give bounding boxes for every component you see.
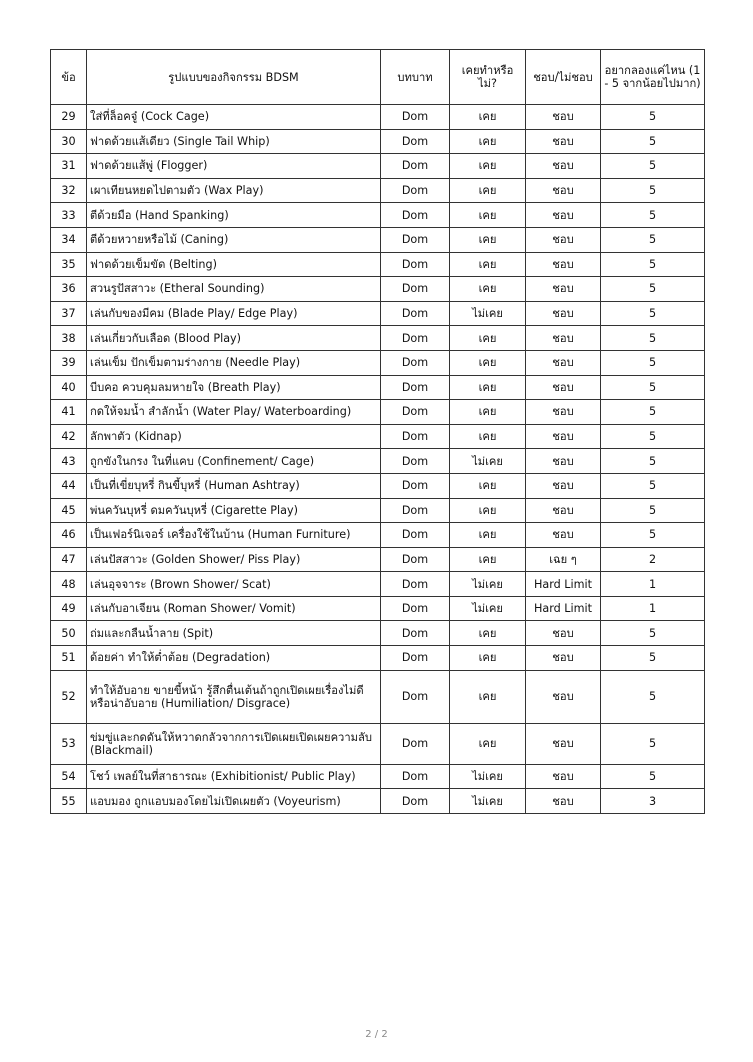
table-row [51,227,705,252]
row-role: Dom [381,547,450,572]
table-row [51,547,705,572]
row-num: 49 [51,596,87,621]
row-like: ชอบ [526,523,601,548]
row-role: Dom [381,523,450,548]
row-want: 5 [601,400,705,425]
row-activity: เล่นเกี่ยวกับเลือด (Blood Play) [87,326,381,351]
row-want: 2 [601,547,705,572]
row-num: 38 [51,326,87,351]
row-like: ชอบ [526,252,601,277]
row-like: ชอบ [526,424,601,449]
row-activity: ตีด้วยมือ (Hand Spanking) [87,203,381,228]
table-row [51,105,705,130]
table-row [51,203,705,228]
row-want: 5 [601,646,705,671]
row-want: 5 [601,350,705,375]
table-row [51,646,705,671]
row-like: ชอบ [526,646,601,671]
row-activity: ลักพาตัว (Kidnap) [87,424,381,449]
row-role: Dom [381,596,450,621]
row-like: ชอบ [526,621,601,646]
table-row [51,473,705,498]
row-like: ชอบ [526,154,601,179]
row-role: Dom [381,178,450,203]
table-row [51,572,705,597]
table-row [51,301,705,326]
row-tried: ไม่เคย [450,449,526,474]
row-activity: เล่นกับของมีคม (Blade Play/ Edge Play) [87,301,381,326]
row-want: 5 [601,129,705,154]
row-like: ชอบ [526,277,601,302]
table-row [51,375,705,400]
row-tried: เคย [450,646,526,671]
row-tried: เคย [450,621,526,646]
row-want: 5 [601,473,705,498]
row-want: 5 [601,105,705,130]
row-num: 42 [51,424,87,449]
row-role: Dom [381,498,450,523]
row-role: Dom [381,252,450,277]
row-num: 41 [51,400,87,425]
row-want: 5 [601,301,705,326]
table-row [51,498,705,523]
row-like: Hard Limit [526,596,601,621]
row-tried: เคย [450,523,526,548]
row-activity: ฟาดด้วยเข็มขัด (Belting) [87,252,381,277]
row-activity: เล่นปัสสาวะ (Golden Shower/ Piss Play) [87,547,381,572]
row-activity: สวนรูปัสสาวะ (Etheral Sounding) [87,277,381,302]
row-num: 47 [51,547,87,572]
header-want: อยากลองแค่ไหน (1 - 5 จากน้อยไปมาก) [601,50,705,105]
row-num: 29 [51,105,87,130]
header-num: ข้อ [51,50,87,105]
row-role: Dom [381,326,450,351]
row-num: 35 [51,252,87,277]
row-like: ชอบ [526,301,601,326]
row-tried: เคย [450,227,526,252]
row-activity: พ่นควันบุหรี่ ดมควันบุหรี่ (Cigarette Play) [87,498,381,523]
row-want: 1 [601,596,705,621]
row-role: Dom [381,105,450,130]
row-want: 5 [601,277,705,302]
table-row [51,596,705,621]
table-row [51,154,705,179]
row-like: ชอบ [526,473,601,498]
row-like: ชอบ [526,105,601,130]
row-want: 5 [601,178,705,203]
row-role: Dom [381,154,450,179]
row-activity: แอบมอง ถูกแอบมองโดยไม่เปิดเผยตัว (Voyeurism) [87,789,381,814]
row-role: Dom [381,646,450,671]
row-num: 32 [51,178,87,203]
row-like: ชอบ [526,326,601,351]
row-activity: กดให้จมน้ำ สำลักน้ำ (Water Play/ Waterboarding) [87,400,381,425]
row-tried: เคย [450,424,526,449]
row-want: 5 [601,621,705,646]
row-want: 5 [601,227,705,252]
row-num: 46 [51,523,87,548]
row-want: 5 [601,449,705,474]
row-activity: บีบคอ ควบคุมลมหายใจ (Breath Play) [87,375,381,400]
row-activity: ถูกขังในกรง ในที่แคบ (Confinement/ Cage) [87,449,381,474]
row-num: 39 [51,350,87,375]
row-num: 45 [51,498,87,523]
row-tried: เคย [450,252,526,277]
table-row [51,277,705,302]
row-want: 5 [601,154,705,179]
row-want: 5 [601,424,705,449]
row-activity: ฟาดด้วยแส้เดียว (Single Tail Whip) [87,129,381,154]
table-row [51,178,705,203]
row-role: Dom [381,375,450,400]
row-tried: เคย [450,350,526,375]
table-row [51,670,705,723]
row-activity: ฟาดด้วยแส้พู่ (Flogger) [87,154,381,179]
table-row [51,350,705,375]
row-tried: เคย [450,277,526,302]
row-role: Dom [381,670,450,723]
page-number: 2 / 2 [365,1029,388,1040]
row-role: Dom [381,424,450,449]
row-tried: เคย [450,178,526,203]
row-num: 53 [51,723,87,764]
row-role: Dom [381,621,450,646]
table-row [51,424,705,449]
row-num: 30 [51,129,87,154]
row-role: Dom [381,350,450,375]
row-activity: เป็นเฟอร์นิเจอร์ เครื่องใช้ในบ้าน (Human Furniture) [87,523,381,548]
row-like: ชอบ [526,670,601,723]
row-num: 33 [51,203,87,228]
row-want: 5 [601,326,705,351]
row-want: 5 [601,498,705,523]
row-role: Dom [381,203,450,228]
table-row [51,723,705,764]
row-like: ชอบ [526,789,601,814]
row-num: 34 [51,227,87,252]
table-body [51,105,705,814]
header-activity: รูปแบบของกิจกรรม BDSM [87,50,381,105]
row-activity: โชว์ เพลย์ในที่สาธารณะ (Exhibitionist/ Public Play) [87,764,381,789]
row-activity: ด้อยค่า ทำให้ต่ำต้อย (Degradation) [87,646,381,671]
row-role: Dom [381,764,450,789]
row-want: 5 [601,523,705,548]
row-activity: เล่นเข็ม ปักเข็มตามร่างกาย (Needle Play) [87,350,381,375]
row-like: ชอบ [526,203,601,228]
row-role: Dom [381,572,450,597]
row-tried: ไม่เคย [450,572,526,597]
table-row [51,400,705,425]
row-num: 37 [51,301,87,326]
row-like: ชอบ [526,498,601,523]
row-activity: ใส่ที่ล็อคจู๋ (Cock Cage) [87,105,381,130]
row-tried: เคย [450,723,526,764]
row-activity: ถ่มและกลืนน้ำลาย (Spit) [87,621,381,646]
row-tried: เคย [450,400,526,425]
row-role: Dom [381,227,450,252]
row-want: 5 [601,764,705,789]
row-num: 50 [51,621,87,646]
row-activity: ทำให้อับอาย ขายขี้หน้า รู้สึกตื่นเต้นถ้าถูกเปิดเผยเรื่องไม่ดีหรือน่าอับอาย (Humiliation/ Disgrace) [87,670,381,723]
row-like: ชอบ [526,723,601,764]
row-like: เฉย ๆ [526,547,601,572]
row-activity: เล่นกับอาเจียน (Roman Shower/ Vomit) [87,596,381,621]
row-tried: เคย [450,670,526,723]
row-tried: เคย [450,547,526,572]
header-like: ชอบ/ไม่ชอบ [526,50,601,105]
row-num: 52 [51,670,87,723]
row-like: ชอบ [526,764,601,789]
row-want: 1 [601,572,705,597]
row-role: Dom [381,473,450,498]
table-row [51,252,705,277]
header-role: บทบาท [381,50,450,105]
row-tried: ไม่เคย [450,301,526,326]
row-tried: ไม่เคย [450,789,526,814]
row-role: Dom [381,789,450,814]
row-like: ชอบ [526,129,601,154]
row-num: 44 [51,473,87,498]
row-like: ชอบ [526,178,601,203]
row-tried: เคย [450,203,526,228]
row-role: Dom [381,277,450,302]
row-num: 48 [51,572,87,597]
table-row [51,449,705,474]
row-role: Dom [381,301,450,326]
row-role: Dom [381,400,450,425]
row-like: ชอบ [526,375,601,400]
row-like: ชอบ [526,227,601,252]
row-num: 31 [51,154,87,179]
row-tried: เคย [450,375,526,400]
row-activity: ตีด้วยหวายหรือไม้ (Caning) [87,227,381,252]
row-tried: เคย [450,326,526,351]
row-tried: ไม่เคย [450,596,526,621]
header-tried: เคยทำหรือไม่? [450,50,526,105]
row-tried: เคย [450,154,526,179]
table-row [51,764,705,789]
row-want: 5 [601,670,705,723]
row-activity: ข่มขู่และกดดันให้หวาดกลัวจากการเปิดเผยเปิดเผยความลับ (Blackmail) [87,723,381,764]
row-role: Dom [381,723,450,764]
row-like: ชอบ [526,350,601,375]
row-role: Dom [381,129,450,154]
row-num: 54 [51,764,87,789]
table-row [51,789,705,814]
row-want: 5 [601,723,705,764]
row-tried: ไม่เคย [450,764,526,789]
row-num: 40 [51,375,87,400]
row-num: 51 [51,646,87,671]
row-activity: เล่นอุจจาระ (Brown Shower/ Scat) [87,572,381,597]
table-row [51,621,705,646]
row-activity: เผาเทียนหยดไปตามตัว (Wax Play) [87,178,381,203]
row-num: 36 [51,277,87,302]
table-row [51,129,705,154]
row-like: ชอบ [526,400,601,425]
table-row [51,523,705,548]
row-want: 5 [601,203,705,228]
row-tried: เคย [450,105,526,130]
row-tried: เคย [450,473,526,498]
row-num: 43 [51,449,87,474]
table-header-row [51,50,705,105]
row-activity: เป็นที่เขี่ยบุหรี่ กินขี้บุหรี่ (Human Ashtray) [87,473,381,498]
row-tried: เคย [450,498,526,523]
row-want: 5 [601,252,705,277]
row-like: ชอบ [526,449,601,474]
row-like: Hard Limit [526,572,601,597]
table-row [51,326,705,351]
row-role: Dom [381,449,450,474]
row-tried: เคย [450,129,526,154]
row-want: 5 [601,375,705,400]
row-num: 55 [51,789,87,814]
bdsm-activity-table [50,49,705,814]
row-want: 3 [601,789,705,814]
